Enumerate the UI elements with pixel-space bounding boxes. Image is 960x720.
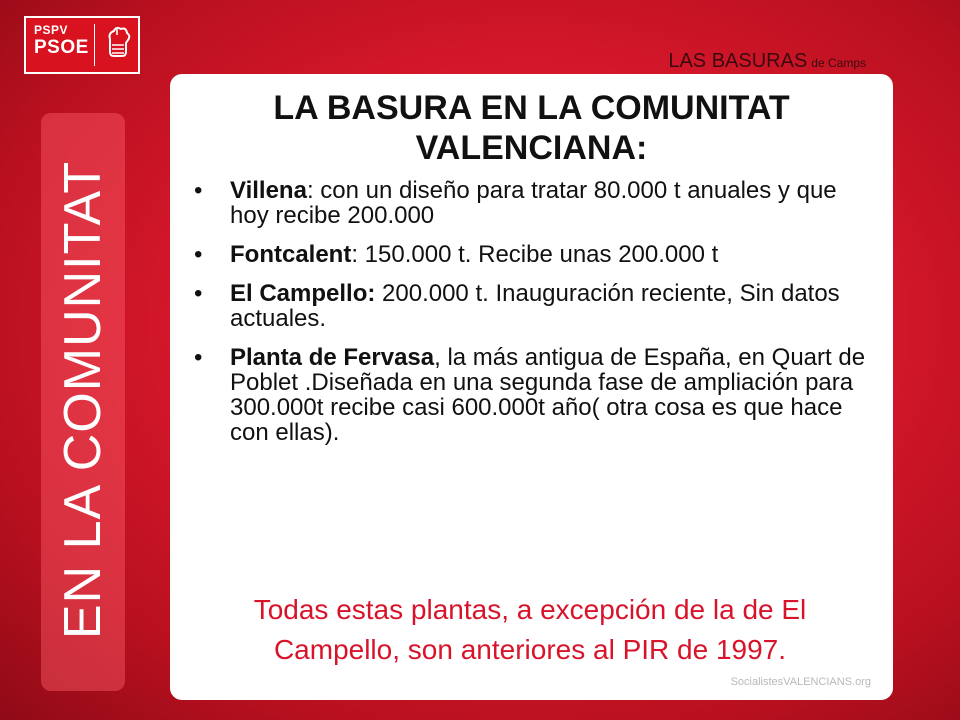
pspv-psoe-logo bbox=[24, 16, 140, 74]
footer-url: SocialistesVALENCIANS.org bbox=[730, 676, 871, 688]
content-card bbox=[170, 74, 893, 700]
bullet-text: : con un diseño para tratar 80.000 t anuales y que hoy recibe 200.000 bbox=[230, 177, 837, 229]
logo-line-2: PSOE bbox=[34, 37, 89, 58]
bullet-text: , la más antigua de España, en Quart de Poblet .Diseñada en una segunda fase de ampliación para 300.000t recibe casi 600.000t año( otra cosa es que hace con ellas). bbox=[230, 344, 866, 446]
header-main-text: LAS BASURAS bbox=[668, 50, 808, 72]
bullet-dot: • bbox=[194, 344, 203, 371]
slide-title-line-2: VALENCIANA: bbox=[415, 129, 648, 167]
header-sub-text: de Camps bbox=[811, 56, 866, 70]
logo-text bbox=[26, 18, 94, 72]
bullet-dot: • bbox=[194, 280, 203, 307]
bullet-item-el-campello bbox=[194, 281, 876, 331]
bullet-item-villena bbox=[194, 178, 876, 228]
highlight-note bbox=[210, 590, 850, 670]
header-title bbox=[668, 50, 866, 73]
bullet-list bbox=[194, 178, 876, 459]
bullet-item-fervasa bbox=[194, 345, 876, 445]
bullet-text: 200.000 t. Inauguración reciente, Sin datos actuales. bbox=[230, 280, 840, 332]
bullet-text: : 150.000 t. Recibe unas 200.000 t bbox=[351, 241, 719, 268]
note-line-2: Campello, son anteriores al PIR de 1997. bbox=[273, 634, 787, 665]
bullet-bold: Planta de Fervasa bbox=[230, 344, 435, 371]
side-label-text: EN LA COMUNITAT bbox=[54, 160, 112, 640]
bullet-bold: Villena bbox=[230, 177, 307, 204]
bullet-bold: Fontcalent bbox=[230, 241, 352, 268]
logo-line-1: PSPV bbox=[34, 23, 69, 37]
slide-title-line-1: LA BASURA EN LA COMUNITAT bbox=[273, 89, 790, 127]
bullet-bold: El Campello: bbox=[230, 280, 376, 307]
bullet-item-fontcalent bbox=[194, 242, 876, 267]
note-line-1: Todas estas plantas, a excepción de la de El bbox=[253, 594, 807, 625]
bullet-dot: • bbox=[194, 177, 203, 204]
bullet-dot: • bbox=[194, 241, 203, 268]
slide-title bbox=[170, 88, 893, 168]
fist-rose-icon bbox=[95, 18, 138, 72]
